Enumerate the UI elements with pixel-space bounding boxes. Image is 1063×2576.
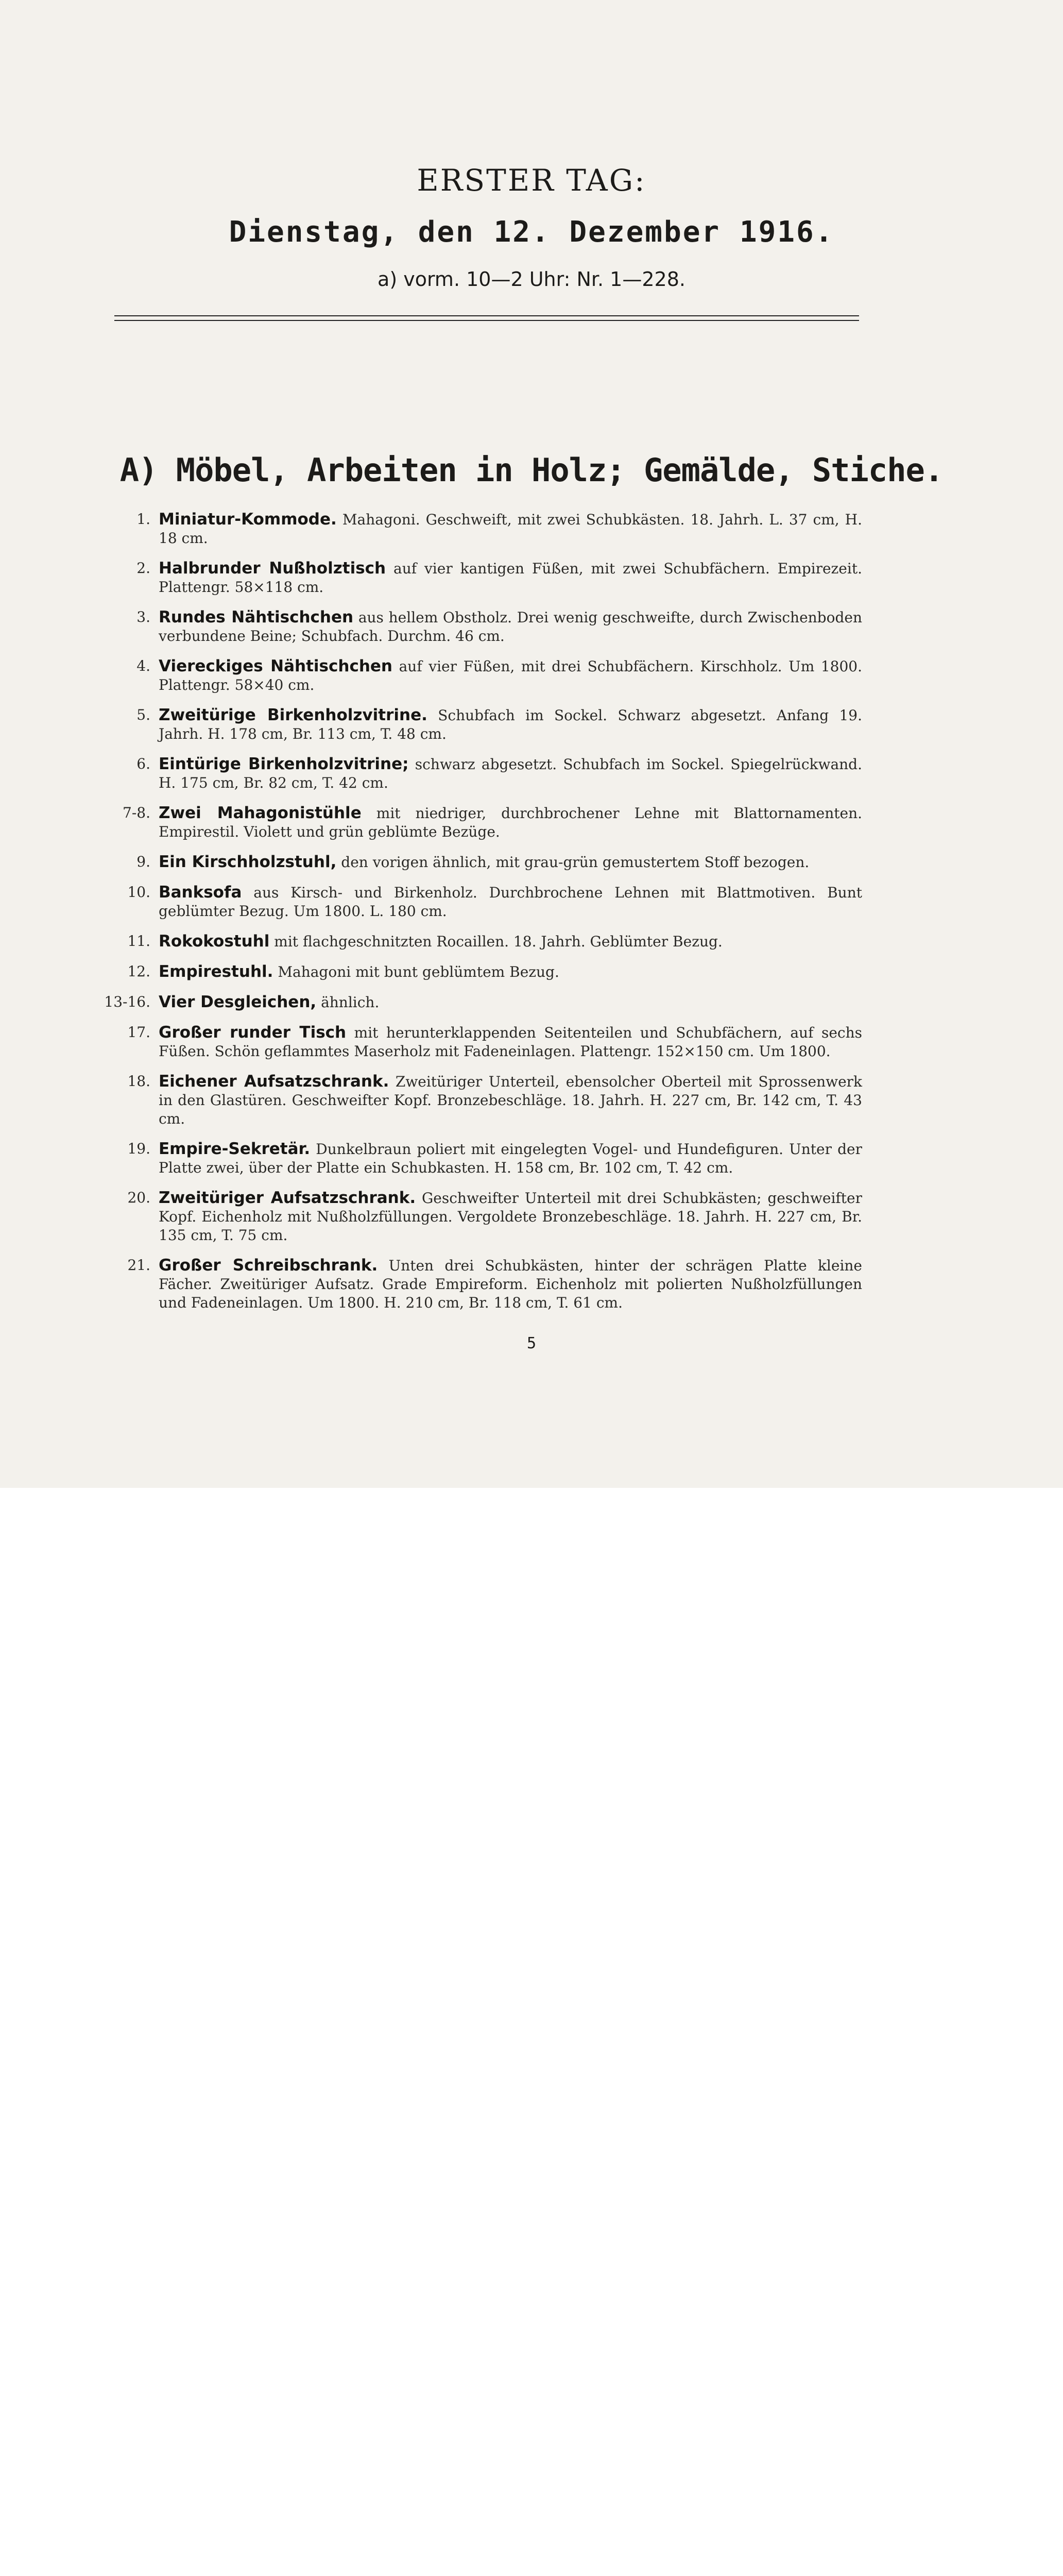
entry-title: Zweitürige Birkenholzvitrine. bbox=[159, 706, 427, 724]
entry-text: Schubfach im Sockel. Schwarz abgesetzt. Anfang 19. Jahrh. H. 178 cm, Br. 113 cm, T. 48 cm. bbox=[159, 707, 862, 742]
entry-number: 13-16. bbox=[104, 993, 150, 1010]
entry-text: Dunkelbraun poliert mit eingelegten Vogel- und Hundefiguren. Unter der Platte zwei, über der Platte ein Schubkasten. H. 158 cm, Br. 102 cm, T. 42 cm. bbox=[159, 1141, 863, 1176]
entry-text: aus Kirsch- und Birkenholz. Durchbrochene Lehnen mit Blattmotiven. Bunt geblümter Bezug. Um 1800. L. 180 cm. bbox=[159, 884, 862, 920]
section-heading: A) Möbel, Arbeiten in Holz; Gemälde, Stiche. bbox=[119, 451, 944, 489]
entry-title: Eintürige Birkenholzvitrine; bbox=[159, 755, 409, 773]
catalog-entry bbox=[0, 1256, 1063, 1312]
catalog-entry bbox=[0, 804, 1063, 841]
entry-description bbox=[159, 1140, 862, 1177]
entry-description bbox=[159, 883, 862, 921]
entry-title: Viereckiges Nähtischchen bbox=[159, 657, 392, 675]
page-number: 5 bbox=[526, 1334, 537, 1352]
catalog-entry bbox=[0, 853, 1063, 872]
footer-bar bbox=[0, 1488, 1063, 1564]
entry-description bbox=[159, 1189, 862, 1245]
entry-text: schwarz abgesetzt. Schubfach im Sockel. Spiegelrückwand. H. 175 cm, Br. 82 cm, T. 42 cm. bbox=[159, 756, 863, 791]
entry-text: Geschweifter Unterteil mit drei Schubkästen; geschweifter Kopf. Eichenholz mit Nußholzfüllungen. Vergoldete Bronzebeschläge. 18. Jahrh. H. 227 cm, Br. 135 cm, T. 75 cm. bbox=[159, 1190, 863, 1244]
entry-number: 19. bbox=[127, 1140, 150, 1157]
catalog-entry bbox=[0, 608, 1063, 646]
entry-title: Großer Schreibschrank. bbox=[159, 1256, 378, 1275]
entry-description bbox=[159, 755, 862, 792]
catalog-entry bbox=[0, 706, 1063, 743]
entry-description bbox=[159, 657, 862, 694]
catalog-entry bbox=[0, 1023, 1063, 1061]
catalog-entry bbox=[0, 657, 1063, 694]
entry-number: 7-8. bbox=[123, 804, 150, 821]
entry-title: Empire-Sekretär. bbox=[159, 1140, 311, 1158]
catalog-entry bbox=[0, 510, 1063, 548]
entry-description bbox=[159, 706, 862, 743]
catalog-entry bbox=[0, 1072, 1063, 1128]
entry-description bbox=[159, 853, 862, 872]
entry-number: 9. bbox=[136, 853, 150, 870]
entry-title: Großer runder Tisch bbox=[159, 1023, 347, 1042]
entry-title: Miniatur-Kommode. bbox=[159, 510, 337, 529]
session-line: a) vorm. 10—2 Uhr: Nr. 1—228. bbox=[378, 268, 685, 291]
entry-title: Rokokostuhl bbox=[159, 932, 270, 951]
catalog-entry bbox=[0, 559, 1063, 597]
entry-title: Eichener Aufsatzschrank. bbox=[159, 1072, 389, 1091]
entry-text: Mahagoni. Geschweift, mit zwei Schubkästen. 18. Jahrh. L. 37 cm, H. 18 cm. bbox=[159, 511, 863, 547]
entry-description bbox=[159, 1072, 862, 1128]
entry-text: auf vier Füßen, mit drei Schubfächern. Kirschholz. Um 1800. Plattengr. 58×40 cm. bbox=[159, 658, 862, 693]
entry-title: Empirestuhl. bbox=[159, 962, 273, 981]
entry-description bbox=[159, 510, 862, 548]
entry-text: auf vier kantigen Füßen, mit zwei Schubfächern. Empirezeit. Plattengr. 58×118 cm. bbox=[159, 560, 862, 596]
day-title: ERSTER TAG: bbox=[417, 163, 646, 198]
double-rule-divider bbox=[114, 315, 859, 321]
entry-title: Vier Desgleichen, bbox=[159, 993, 317, 1011]
entry-description bbox=[159, 608, 862, 646]
entry-number: 1. bbox=[136, 511, 150, 528]
entry-description bbox=[159, 1023, 862, 1061]
entry-title: Banksofa bbox=[159, 883, 242, 902]
catalog-entry bbox=[0, 993, 1063, 1012]
entry-title: Zwei Mahagonistühle bbox=[159, 804, 362, 822]
entry-text: mit flachgeschnitzten Rocaillen. 18. Jahrh. Geblümter Bezug. bbox=[274, 933, 723, 950]
catalog-entry bbox=[0, 1189, 1063, 1245]
entry-text: mit niedriger, durchbrochener Lehne mit Blattornamenten. Empirestil. Violett und grün geblümte Bezüge. bbox=[159, 805, 862, 840]
catalog-entry bbox=[0, 755, 1063, 792]
entry-number: 10. bbox=[127, 884, 150, 901]
date-line: Dienstag, den 12. Dezember 1916. bbox=[229, 215, 834, 249]
entry-title: Halbrunder Nußholztisch bbox=[159, 559, 386, 578]
entry-title: Zweitüriger Aufsatzschrank. bbox=[159, 1189, 416, 1207]
entry-number: 11. bbox=[127, 933, 150, 950]
entry-description bbox=[159, 932, 862, 951]
catalog-entry bbox=[0, 883, 1063, 921]
entry-text: aus hellem Obstholz. Drei wenig geschweifte, durch Zwischenboden verbundene Beine; Schubfach. Durchm. 46 cm. bbox=[159, 609, 862, 645]
entry-title: Ein Kirschholzstuhl, bbox=[159, 853, 337, 871]
entry-number: 18. bbox=[127, 1073, 150, 1090]
entry-number: 4. bbox=[136, 657, 150, 674]
entry-text: Mahagoni mit bunt geblümtem Bezug. bbox=[278, 963, 559, 980]
catalog-entry bbox=[0, 1140, 1063, 1177]
catalog-entry bbox=[0, 932, 1063, 951]
entry-description bbox=[159, 1256, 862, 1312]
entry-text: Unten drei Schubkästen, hinter der schrägen Platte kleine Fächer. Zweitüriger Aufsatz. Grade Empireform. Eichenholz mit polierten Nußholzfüllungen und Fadeneinlagen. Um 1800. H. 210 cm, Br. 118 cm, T. 61 cm. bbox=[159, 1257, 862, 1311]
entry-title: Rundes Nähtischchen bbox=[159, 608, 354, 626]
entry-description bbox=[159, 962, 862, 981]
entry-number: 5. bbox=[136, 706, 150, 723]
entry-text: Zweitüriger Unterteil, ebensolcher Oberteil mit Sprossenwerk in den Glastüren. Geschweifter Kopf. Bronzebeschläge. 18. Jahrh. H. 227 cm, Br. 142 cm, T. 43 cm. bbox=[159, 1073, 863, 1127]
entry-text: den vorigen ähnlich, mit grau-grün gemustertem Stoff bezogen. bbox=[341, 854, 810, 871]
entry-text: ähnlich. bbox=[321, 994, 380, 1011]
catalog-entry bbox=[0, 962, 1063, 981]
entry-number: 21. bbox=[127, 1257, 150, 1274]
catalog-entry-list bbox=[0, 510, 1063, 1324]
entry-number: 3. bbox=[136, 608, 150, 625]
entry-number: 17. bbox=[127, 1024, 150, 1041]
entry-description bbox=[159, 804, 862, 841]
entry-description bbox=[159, 559, 862, 597]
entry-number: 12. bbox=[127, 963, 150, 980]
entry-number: 20. bbox=[127, 1189, 150, 1206]
entry-number: 6. bbox=[136, 755, 150, 772]
entry-description bbox=[159, 993, 862, 1012]
entry-text: mit herunterklappenden Seitenteilen und Schubfächern, auf sechs Füßen. Schön geflammtes Maserholz mit Fadeneinlagen. Plattengr. 152×150 cm. Um 1800. bbox=[159, 1024, 863, 1060]
entry-number: 2. bbox=[136, 560, 150, 577]
